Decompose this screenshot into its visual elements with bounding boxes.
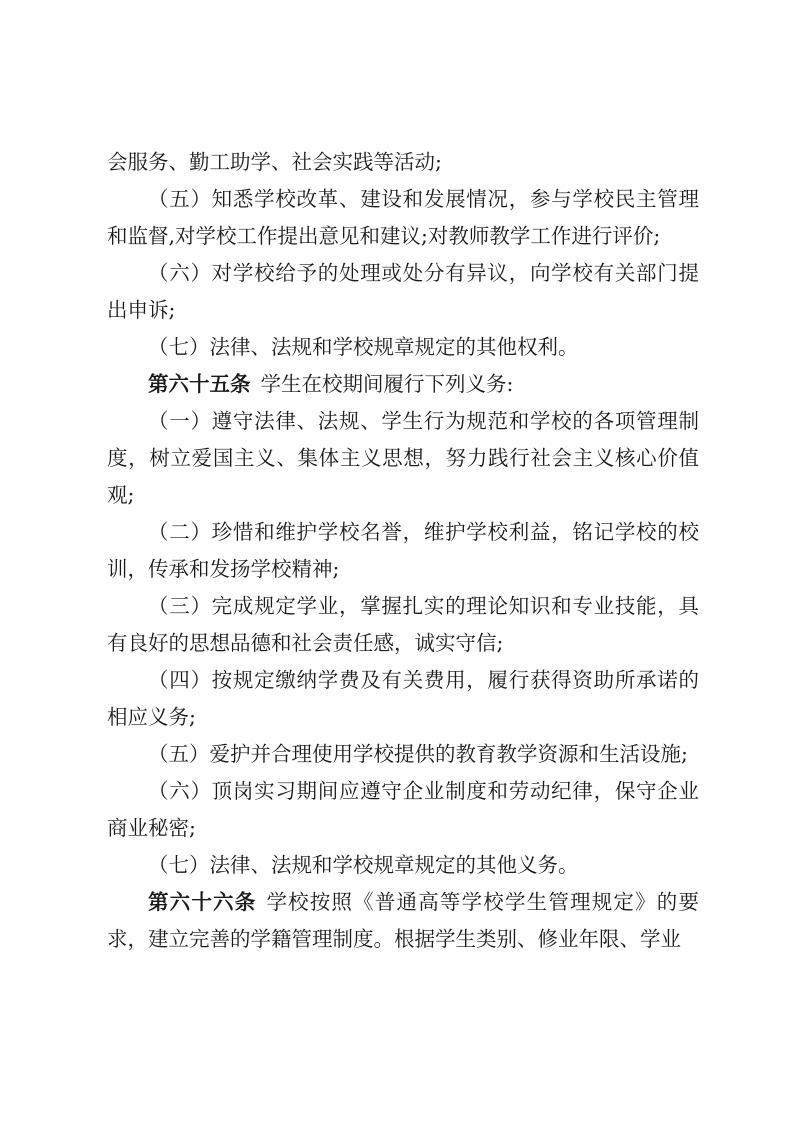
body-text xyxy=(107,144,699,958)
paragraph-text: （一）遵守法律、法规、学生行为规范和学校的各项管理制度，树立爱国主义、集体主义思想，努力践行社会主义核心价值观; xyxy=(107,409,699,507)
paragraph xyxy=(107,329,699,366)
paragraph-text: 学生在校期间履行下列义务: xyxy=(260,372,514,396)
paragraph xyxy=(107,144,699,181)
paragraph-text: 会服务、勤工助学、社会实践等活动; xyxy=(107,150,442,174)
article-paragraph xyxy=(107,884,699,958)
paragraph-text: （五）爱护并合理使用学校提供的教育教学资源和生活设施; xyxy=(148,742,688,766)
paragraph xyxy=(107,181,699,255)
paragraph xyxy=(107,662,699,736)
paragraph xyxy=(107,736,699,773)
paragraph xyxy=(107,514,699,588)
paragraph-text: （四）按规定缴纳学费及有关费用，履行获得资助所承诺的相应义务; xyxy=(107,668,699,729)
paragraph-text: 学校按照《普通高等学校学生管理规定》的要求，建立完善的学籍管理制度。根据学生类别、修业年限、学业 xyxy=(107,890,699,951)
paragraph-text: （六）顶岗实习期间应遵守企业制度和劳动纪律，保守企业商业秘密; xyxy=(107,779,699,840)
article-paragraph xyxy=(107,366,699,403)
paragraph-text: （三）完成规定学业，掌握扎实的理论知识和专业技能，具有良好的思想品德和社会责任感，诚实守信; xyxy=(107,594,699,655)
paragraph xyxy=(107,847,699,884)
paragraph-text: （七）法律、法规和学校规章规定的其他义务。 xyxy=(148,853,579,877)
paragraph-text: （七）法律、法规和学校规章规定的其他权利。 xyxy=(148,335,579,359)
paragraph xyxy=(107,588,699,662)
paragraph-text: （六）对学校给予的处理或处分有异议，向学校有关部门提出申诉; xyxy=(107,261,699,322)
paragraph xyxy=(107,255,699,329)
paragraph xyxy=(107,403,699,514)
article-heading: 第六十五条 xyxy=(148,372,251,396)
article-heading: 第六十六条 xyxy=(148,890,257,914)
paragraph xyxy=(107,773,699,847)
paragraph-text: （五）知悉学校改革、建设和发展情况，参与学校民主管理和监督,对学校工作提出意见和建议;对教师教学工作进行评价; xyxy=(107,187,699,248)
paragraph-text: （二）珍惜和维护学校名誉，维护学校利益，铭记学校的校训，传承和发扬学校精神; xyxy=(107,520,699,581)
